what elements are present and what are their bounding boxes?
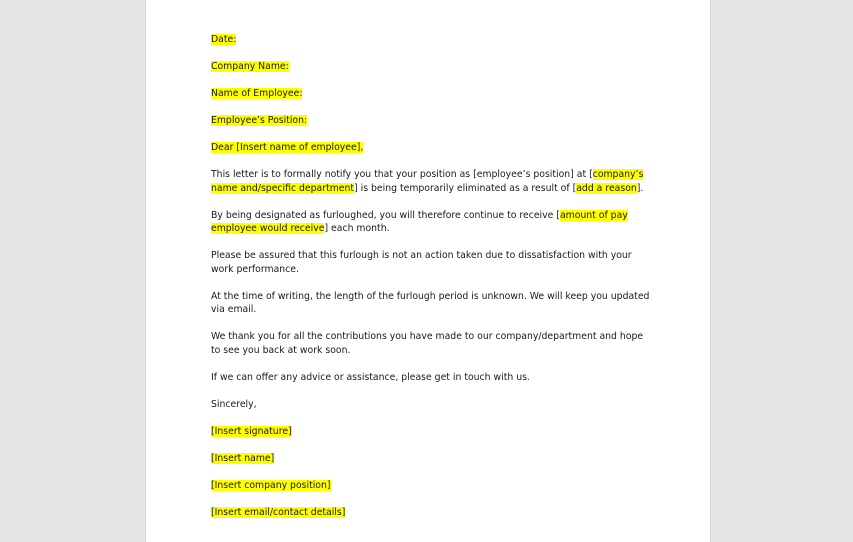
employee-position-label: Employee’s Position: xyxy=(211,115,308,126)
p1-text-2: ] is being temporarily eliminated as a result of [ xyxy=(354,182,577,194)
p2-placeholder-pay: amount of pay employee would receive xyxy=(211,209,628,234)
paragraph-duration: At the time of writing, the length of the furlough period is unknown. We will keep you updated via email. xyxy=(211,290,650,315)
position-text: [Insert company position] xyxy=(211,479,331,491)
closing: Sincerely, xyxy=(211,398,257,410)
contact-text: [Insert email/contact details] xyxy=(211,506,346,518)
position-placeholder xyxy=(211,479,651,493)
paragraph-notification xyxy=(211,168,651,195)
p1-placeholder-reason: add a reason xyxy=(576,182,637,194)
salutation xyxy=(211,141,651,155)
employee-name-field xyxy=(211,87,651,101)
signature-placeholder xyxy=(211,425,651,439)
company-name-field xyxy=(211,60,651,74)
salutation-text: Dear [Insert name of employee], xyxy=(211,142,364,153)
p1-placeholder-company: company’s name and/specific department xyxy=(211,169,644,194)
p1-text-3: ]. xyxy=(636,182,644,194)
name-text: [Insert name] xyxy=(211,452,275,464)
paragraph-thanks: We thank you for all the contributions you have made to our company/department and hope to see you back at work soon. xyxy=(211,331,644,356)
employee-position-field xyxy=(211,114,651,128)
contact-placeholder xyxy=(211,506,651,520)
document-page[interactable] xyxy=(145,0,711,542)
p2-text-1: By being designated as furloughed, you will therefore continue to receive [ xyxy=(211,209,560,221)
name-placeholder xyxy=(211,452,651,466)
signature-text: [Insert signature] xyxy=(211,425,292,437)
letter-body xyxy=(211,33,651,533)
employee-name-label: Name of Employee: xyxy=(211,88,303,99)
date-label: Date: xyxy=(211,34,237,45)
paragraph-contact: If we can offer any advice or assistance, please get in touch with us. xyxy=(211,371,530,383)
p1-text-1: This letter is to formally notify you that your position as [employee’s position] at [ xyxy=(211,169,593,180)
p2-text-2: ] each month. xyxy=(324,223,390,234)
paragraph-assurance: Please be assured that this furlough is not an action taken due to dissatisfaction with your work performance. xyxy=(211,250,632,275)
date-field xyxy=(211,33,651,47)
company-name-label: Company Name: xyxy=(211,61,289,72)
paragraph-pay xyxy=(211,209,651,236)
